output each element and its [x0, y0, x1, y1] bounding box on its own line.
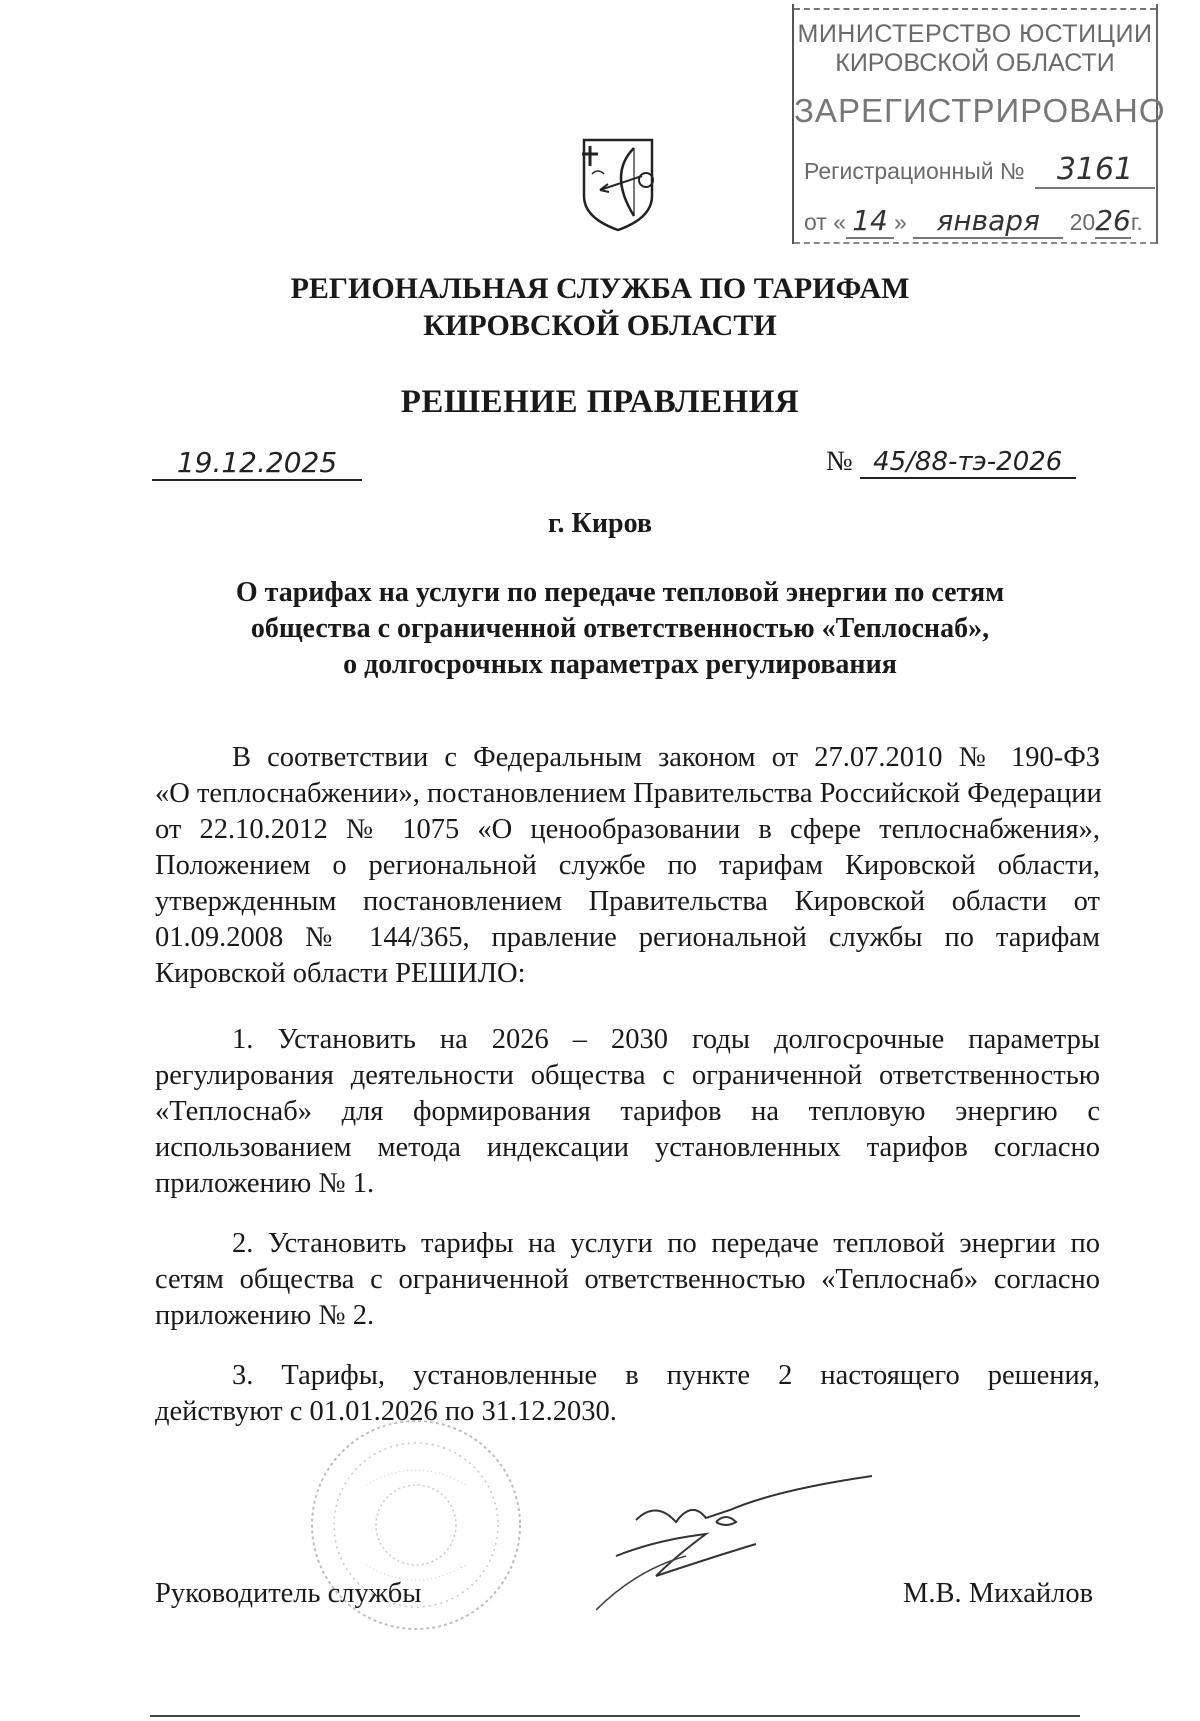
- item-2-line: приложению № 2.: [155, 1300, 375, 1331]
- city: г. Киров: [548, 508, 652, 539]
- body-line: утвержденным постановлением Правительства Кировской области от: [155, 886, 1100, 917]
- stamp-bottom-border: [794, 242, 1156, 244]
- subject-line: общества с ограниченной ответственностью «Теплоснаб»,: [250, 613, 990, 644]
- handwritten-signature: [596, 1460, 876, 1620]
- body-line: В соответствии с Федеральным законом от 27.07.2010 № 190-ФЗ: [232, 742, 1100, 773]
- stamp-date-row: [804, 204, 1143, 239]
- stamp-date-month: января: [913, 204, 1063, 239]
- stamp-status: ЗАРЕГИСТРИРОВАНО: [794, 92, 1166, 129]
- item-1-line: регулирования деятельности общества с ограниченной ответственностью: [155, 1060, 1100, 1091]
- body-line: Положением о региональной службе по тарифам Кировской области,: [155, 850, 1100, 881]
- subject-line: о долгосрочных параметрах регулирования: [343, 649, 897, 680]
- org-name-line2: КИРОВСКОЙ ОБЛАСТИ: [423, 309, 777, 342]
- stamp-year-prefix: 20: [1069, 209, 1096, 235]
- stamp-date-sep: »: [894, 209, 907, 235]
- stamp-year-unit: г.: [1130, 209, 1143, 235]
- stamp-year-suffix: 26: [1095, 204, 1131, 237]
- stamp-date-day: 14: [846, 204, 894, 239]
- subject-line: О тарифах на услуги по передаче тепловой энергии по сетям: [235, 577, 1005, 608]
- document-subject: [150, 575, 1090, 683]
- item-1-line: «Теплоснаб» для формирования тарифов на тепловую энергию с: [155, 1096, 1100, 1127]
- bottom-rule: [150, 1715, 1080, 1717]
- document-type: РЕШЕНИЕ ПРАВЛЕНИЯ: [400, 384, 800, 420]
- signatory-title: Руководитель службы: [155, 1578, 422, 1609]
- body-line: Кировской области РЕШИЛО:: [155, 958, 526, 989]
- item-1-line: приложению № 1.: [155, 1168, 375, 1199]
- document-number-row: [826, 446, 1076, 479]
- signatory-name: М.В. Михайлов: [903, 1578, 1094, 1609]
- item-2-line: сетям общества с ограниченной ответственностью «Теплоснаб» согласно: [155, 1264, 1100, 1295]
- item-2-line: 2. Установить тарифы на услуги по передаче тепловой энергии по: [232, 1228, 1100, 1259]
- body-line: от 22.10.2012 № 1075 «О ценообразовании в сфере теплоснабжения»,: [155, 814, 1100, 845]
- document-number-label: №: [826, 446, 853, 477]
- stamp-region: КИРОВСКОЙ ОБЛАСТИ: [835, 49, 1115, 77]
- item-1-line: использованием метода индексации установленных тарифов согласно: [155, 1132, 1100, 1163]
- document-date: 19.12.2025: [152, 446, 362, 481]
- stamp-date-prefix: от «: [804, 209, 847, 235]
- coat-of-arms-icon: [578, 134, 658, 234]
- item-1-line: 1. Установить на 2026 – 2030 годы долгосрочные параметры: [232, 1024, 1100, 1055]
- item-3-line: действуют с 01.01.2026 по 31.12.2030.: [155, 1396, 617, 1427]
- org-name-line1: РЕГИОНАЛЬНАЯ СЛУЖБА ПО ТАРИФАМ: [290, 272, 910, 305]
- stamp-ministry: МИНИСТЕРСТВО ЮСТИЦИИ: [797, 20, 1153, 48]
- stamp-number-row: [804, 152, 1155, 189]
- stamp-number-value: 3161: [1035, 152, 1155, 189]
- body-line: 01.09.2008 № 144/365, правление региональной службы по тарифам: [155, 922, 1100, 953]
- document-number: 45/88-тэ-2026: [860, 447, 1076, 479]
- registration-stamp: [792, 4, 1166, 244]
- body-line: «О теплоснабжении», постановлением Правительства Российской Федерации: [155, 778, 1102, 809]
- stamp-number-label: Регистрационный №: [804, 158, 1025, 184]
- item-3-line: 3. Тарифы, установленные в пункте 2 настоящего решения,: [232, 1360, 1100, 1391]
- stamp-top-border: [794, 8, 1156, 10]
